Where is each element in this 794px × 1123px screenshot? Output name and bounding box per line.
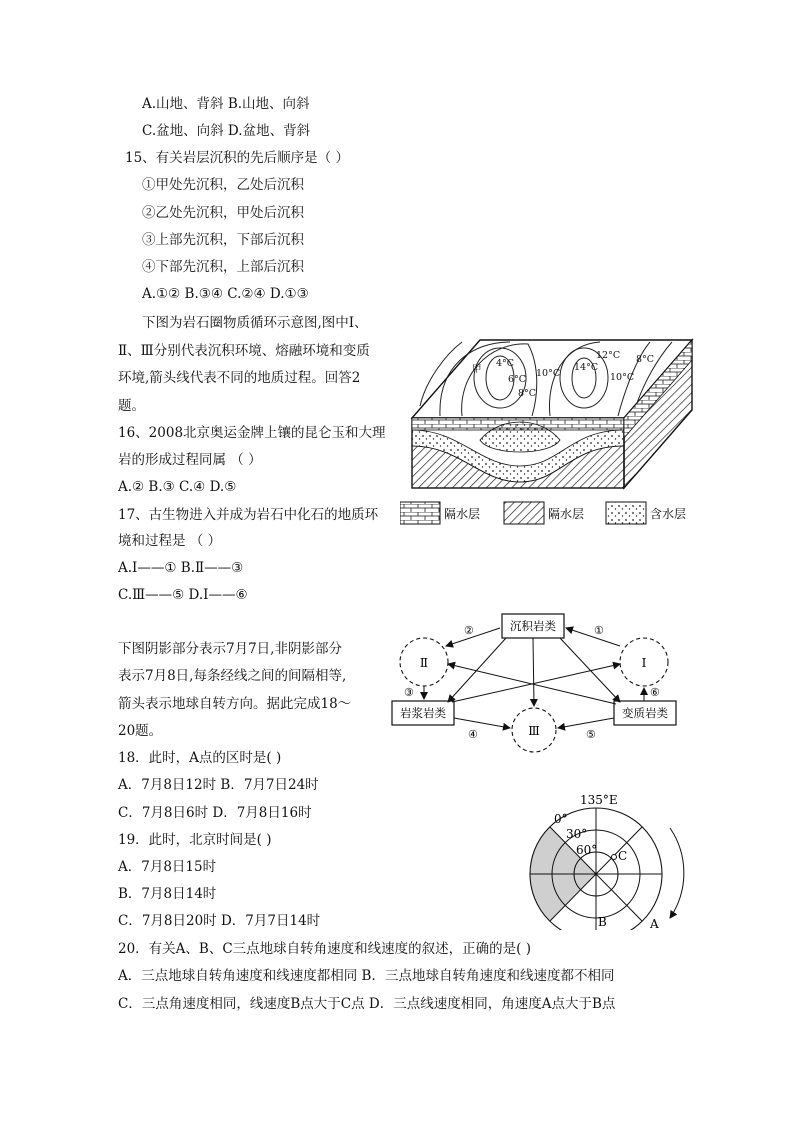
q17-line2: 境和过程是 （ ） [118, 533, 222, 549]
polar-view-diagram [510, 790, 700, 930]
block-front-face [412, 418, 624, 488]
metamorphic-label: 变质岩类 [622, 706, 668, 720]
intro2-line1: 下图阴影部分表示7月7日,非阴影部分 [118, 641, 342, 657]
label-lon0: 0° [554, 812, 568, 826]
q14-options-ab: A.山地、背斜 B.山地、向斜 [142, 96, 310, 112]
label-lat60: 60° [576, 843, 598, 857]
intro1-line3: 环境,箭头线代表不同的地质过程。回答2 [118, 370, 361, 386]
intro2-line3: 箭头表示地球自转方向。据此完成18～ [118, 696, 352, 712]
contour-label-12c: 12°C [596, 350, 621, 361]
q19-option-a: A．7月8日15时 [118, 859, 217, 875]
q14-options-cd: C.盆地、向斜 D.盆地、背斜 [142, 123, 311, 139]
q19-option-b: B．7月8日14时 [118, 886, 217, 902]
contour-label-14c: 14°C [574, 362, 599, 373]
env-3-label: Ⅲ [528, 724, 540, 738]
q18-stem: 18．此时，A点的区时是( ) [118, 750, 282, 766]
contour-label-jia: 甲 [472, 364, 482, 375]
label-b: B [598, 915, 607, 929]
q15-statement-2: ②乙处先沉积，甲处后沉积 [142, 205, 304, 221]
intro1-line4: 题。 [118, 398, 145, 414]
contour-label-10c-right: 10°C [610, 372, 635, 383]
legend-label-3: 含水层 [650, 507, 687, 521]
q19-options-cd: C．7月8日20时 D．7月7日14时 [118, 913, 321, 929]
q16-line2: 岩的形成过程同属 （ ） [118, 452, 262, 468]
q19-stem: 19．此时，北京时间是( ) [118, 832, 272, 848]
contour-label-4c: 4°C [496, 358, 515, 369]
q15-stem: 15、有关岩层沉积的先后顺序是（ ） [125, 150, 349, 166]
contour-label-8c: 8°C [518, 388, 537, 399]
process-4: ④ [468, 728, 478, 741]
label-135e: 135°E [580, 793, 618, 807]
intro2-line2: 表示7月8日,每条经线之间的间隔相等, [118, 668, 347, 684]
q20-stem: 20．有关A、B、C三点地球自转角速度和线速度的叙述，正确的是( ) [118, 941, 532, 957]
geologic-block-diagram [400, 336, 700, 536]
sedimentary-label: 沉积岩类 [510, 619, 556, 633]
rotation-arrow [670, 828, 684, 918]
q16-line1: 16、2008北京奥运金牌上镶的昆仑玉和大理 [118, 425, 386, 441]
q15-statement-4: ④下部先沉积，上部后沉积 [142, 259, 304, 275]
intro1-line2: Ⅱ、Ⅲ分别代表沉积环境、熔融环境和变质 [118, 343, 370, 359]
q15-statement-3: ③上部先沉积，下部后沉积 [142, 232, 304, 248]
process-5: ⑤ [586, 728, 596, 741]
block-legend [400, 502, 686, 524]
q17-line1: 17、古生物进入并成为岩石中化石的地质环 [118, 507, 379, 523]
contour-label-8c-right: 8°C [636, 354, 655, 365]
label-c: C [618, 849, 628, 863]
process-6: ⑥ [650, 686, 660, 699]
label-a: A [650, 917, 659, 930]
contour-label-6c: 6°C [508, 374, 527, 385]
q20-options-ab: A．三点地球自转角速度和线速度都相同 B．三点地球自转角速度和线速度都不相同 [118, 968, 615, 984]
env-1-label: Ⅰ [641, 656, 647, 670]
igneous-label: 岩浆岩类 [400, 706, 446, 720]
rock-cycle-diagram [388, 606, 688, 756]
q20-options-cd: C．三点角速度相同，线速度B点大于C点 D．三点线速度相同，角速度A点大于B点 [118, 996, 616, 1012]
q18-options-ab: A．7月8日12时 B．7月7日24时 [118, 777, 319, 793]
legend-label-2: 隔水层 [548, 507, 585, 521]
q18-options-cd: C．7月8日6时 D．7月8日16时 [118, 805, 312, 821]
process-3: ③ [404, 686, 414, 699]
env-2-label: Ⅱ [419, 656, 429, 670]
q15-statement-1: ①甲处先沉积，乙处后沉积 [142, 177, 304, 193]
contour-label-10c-left: 10°C [536, 368, 561, 379]
q16-options: A.② B.③ C.④ D.⑤ [118, 479, 237, 495]
process-2: ② [464, 624, 474, 637]
point-c [612, 855, 617, 860]
label-lat30: 30° [566, 827, 588, 841]
q17-options-ab: A.Ⅰ——① B.Ⅱ——③ [118, 560, 244, 576]
process-1: ① [594, 624, 604, 637]
legend-label-1: 隔水层 [444, 507, 481, 521]
intro2-line4: 20题。 [118, 723, 163, 739]
q15-options: A.①② B.③④ C.②④ D.①③ [142, 286, 309, 302]
q17-options-cd: C.Ⅲ——⑤ D.Ⅰ——⑥ [118, 587, 248, 603]
intro1-line1: 下图为岩石圈物质循环示意图,图中Ⅰ、 [142, 315, 368, 331]
